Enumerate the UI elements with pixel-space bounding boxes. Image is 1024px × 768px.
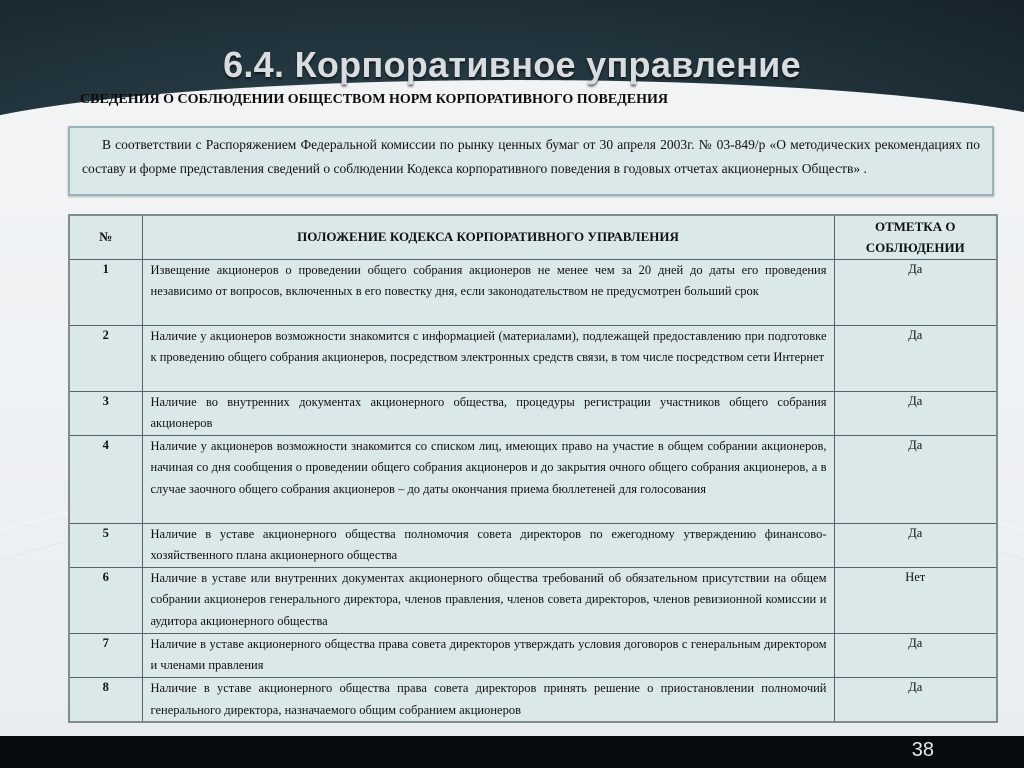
row-number: 5 [69, 523, 142, 567]
header-provision: ПОЛОЖЕНИЕ КОДЕКСА КОРПОРАТИВНОГО УПРАВЛЕНИЯ [142, 215, 834, 259]
table-row [69, 678, 997, 723]
table-row [69, 325, 997, 391]
footer-bar [0, 736, 1024, 768]
table-row [69, 435, 997, 523]
row-provision: Наличие у акционеров возможности знакомится с информацией (материалами), подлежащей предоставлению при подготовке к проведению общего собрания акционеров, посредством электронных средств связи, в том числе посредством сети Интернет [142, 325, 834, 391]
slide-title: 6.4. Корпоративное управление [223, 44, 801, 85]
row-status: Да [834, 325, 997, 391]
row-status: Да [834, 633, 997, 677]
table-row [69, 523, 997, 567]
compliance-table [68, 214, 998, 723]
row-provision: Наличие во внутренних документах акционерного общества, процедуры регистрации участников общего собрания акционеров [142, 391, 834, 435]
row-status: Да [834, 435, 997, 523]
page-number: 38 [911, 739, 934, 761]
row-status: Да [834, 391, 997, 435]
row-number: 3 [69, 391, 142, 435]
row-number: 4 [69, 435, 142, 523]
header-mark: ОТМЕТКА О СОБЛЮДЕНИИ [834, 215, 997, 259]
row-provision: Наличие в уставе акционерного общества права совета директоров утверждать условия договоров с генеральным директором и членами правления [142, 633, 834, 677]
row-number: 7 [69, 633, 142, 677]
intro-box [68, 126, 994, 196]
table-row [69, 259, 997, 325]
row-provision: Наличие у акционеров возможности знакомится со списком лиц, имеющих право на участие в общем собрании акционеров, начиная со дня сообщения о проведении общего собрания акционеров и до закрытия очного общего собрания акционеров, а в случае заочного общего собрания акционеров – до даты окончания приема бюллетеней для голосования [142, 435, 834, 523]
row-status: Да [834, 523, 997, 567]
row-provision: Наличие в уставе акционерного общества права совета директоров принять решение о приостановлении полномочий генерального директора, назначаемого общим собранием акционеров [142, 678, 834, 723]
row-number: 1 [69, 259, 142, 325]
row-number: 6 [69, 567, 142, 633]
row-status: Да [834, 678, 997, 723]
header-num: № [69, 215, 142, 259]
table-row [69, 567, 997, 633]
table-row [69, 633, 997, 677]
row-number: 2 [69, 325, 142, 391]
row-number: 8 [69, 678, 142, 723]
table-header-row [69, 215, 997, 259]
intro-text: В соответствии с Распоряжением Федеральной комиссии по рынку ценных бумаг от 30 апреля 2003г. № 03-849/р «О методических рекомендациях по составу и форме представления сведений о соблюдении Кодекса корпоративного поведения в годовых отчетах акционерных Обществ» . [82, 137, 980, 176]
row-provision: Наличие в уставе акционерного общества полномочия совета директоров по ежегодному утверждению финансово-хозяйственного плана акционерного общества [142, 523, 834, 567]
row-provision: Извещение акционеров о проведении общего собрания акционеров не менее чем за 20 дней до даты его проведения независимо от вопросов, включенных в его повестку дня, если законодательством не предусмотрен больший срок [142, 259, 834, 325]
row-provision: Наличие в уставе или внутренних документах акционерного общества требований об обязательном присутствии на общем собрании акционеров генерального директора, членов правления, членов совета директоров, членов ревизионной комиссии и аудитора акционерного общества [142, 567, 834, 633]
row-status: Да [834, 259, 997, 325]
slide-subtitle: СВЕДЕНИЯ О СОБЛЮДЕНИИ ОБЩЕСТВОМ НОРМ КОРПОРАТИВНОГО ПОВЕДЕНИЯ [80, 92, 669, 107]
row-status: Нет [834, 567, 997, 633]
table-row [69, 391, 997, 435]
